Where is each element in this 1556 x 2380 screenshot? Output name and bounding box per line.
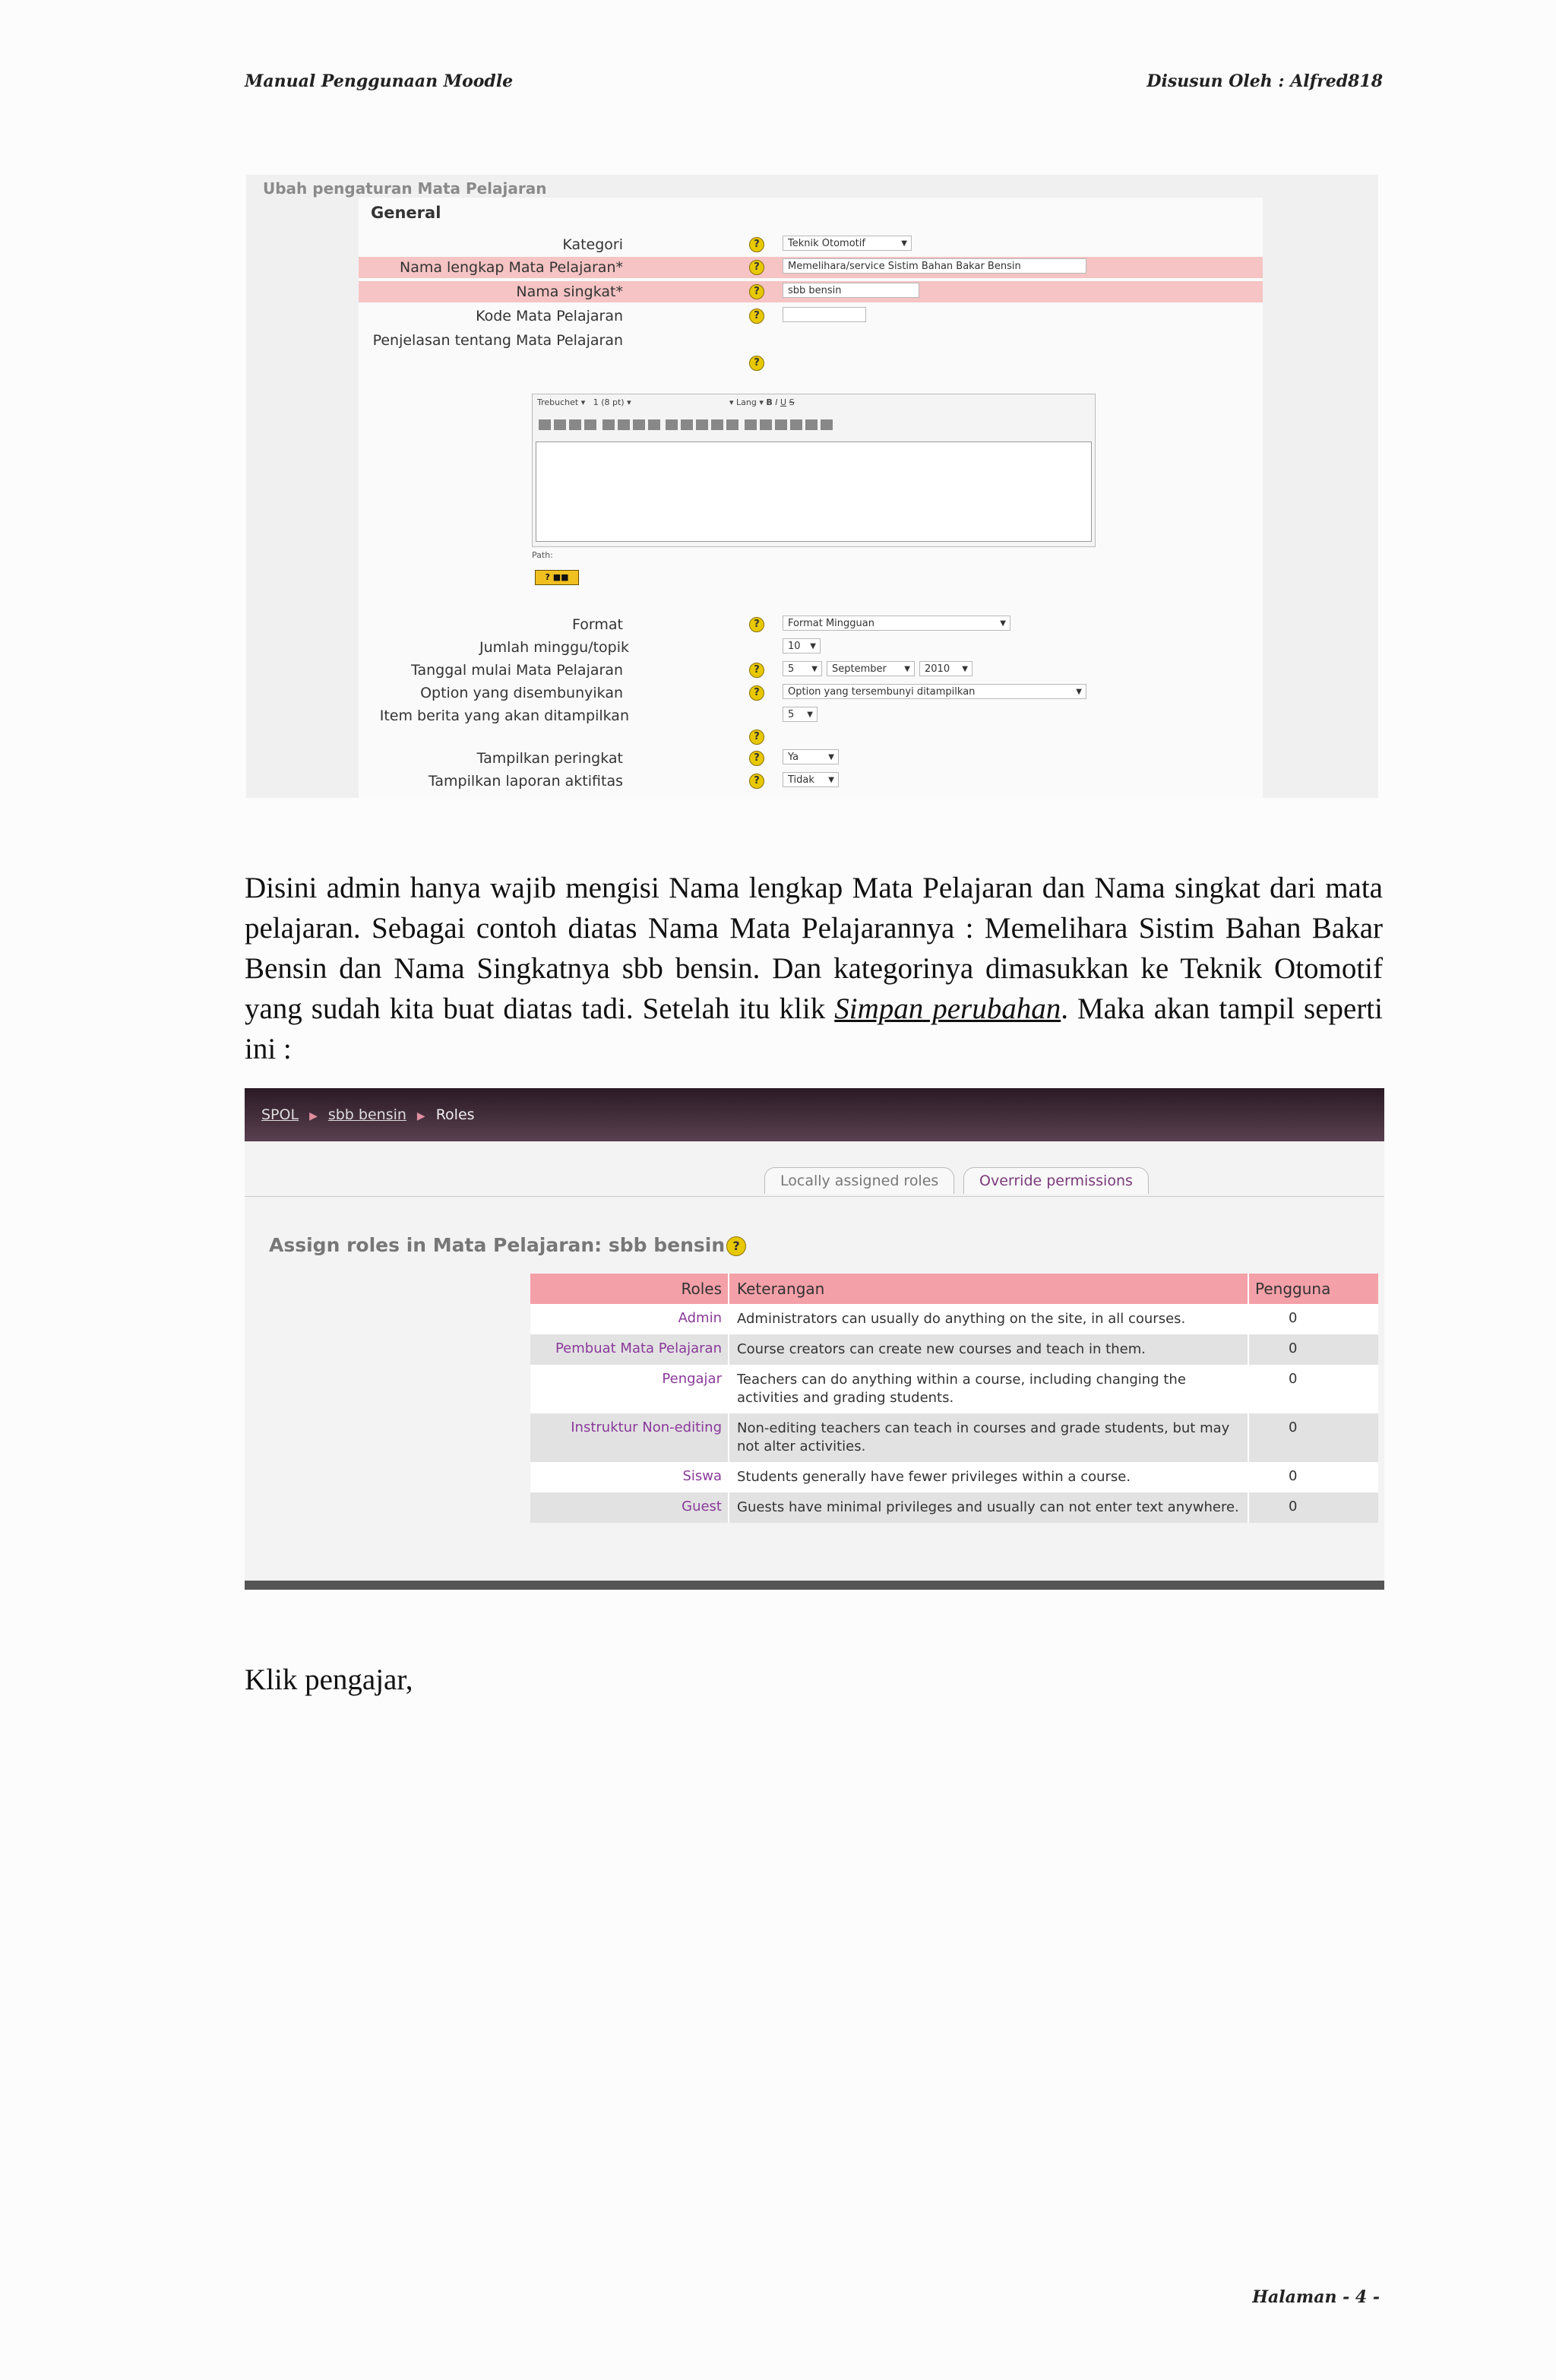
footer-bar [245,1581,1384,1590]
table-row [530,1334,1378,1365]
help-icon[interactable]: ? [749,663,764,678]
table-icon[interactable] [760,419,772,430]
table-row [530,1462,1378,1492]
settings-title: Ubah pengaturan Mata Pelajaran [263,179,547,198]
help-icon[interactable]: ? [749,309,764,324]
breadcrumb-course[interactable]: sbb bensin [327,1106,406,1123]
editor-toolbar-1: Trebuchet ▾ 1 (8 pt) ▾ ▾ Lang ▾ B I U S [537,397,795,407]
laporan-select[interactable]: Tidak ▼ [783,772,839,787]
header-right: Disusun Oleh : Alfred818 [1146,71,1383,91]
link-icon[interactable] [711,419,723,430]
roles-table [530,1274,1378,1523]
help-icon[interactable]: ? [749,356,764,371]
tab-locally-assigned-roles[interactable]: Locally assigned roles [764,1167,954,1194]
help-icon[interactable]: ? [749,774,764,789]
code-icon[interactable] [805,419,818,430]
editor-toolbar-2 [537,417,1090,434]
day-select[interactable]: 5 ▼ [783,661,822,676]
special-char-icon[interactable] [790,419,802,430]
role-link-admin[interactable]: Admin [530,1304,729,1334]
help-icon[interactable]: ? [726,1236,746,1256]
fullscreen-icon[interactable] [821,419,833,430]
help-icon[interactable]: ? [749,237,764,252]
align-right-icon[interactable] [569,419,581,430]
format-select[interactable]: Format Mingguan ▼ [783,616,1010,631]
role-link-pembuat[interactable]: Pembuat Mata Pelajaran [530,1334,729,1365]
html-editor[interactable] [532,394,1096,547]
label-tanggal: Tanggal mulai Mata Pelajaran [411,662,623,679]
table-row [530,1413,1378,1462]
role-count: 0 [1248,1492,1378,1523]
nama-singkat-input[interactable]: sbb bensin [783,283,919,298]
role-description: Non-editing teachers can teach in courses and grade students, but may not alter activities. [729,1413,1248,1462]
role-description: Course creators can create new courses and teach in them. [729,1334,1248,1365]
align-center-icon[interactable] [554,419,566,430]
label-penjelasan: Penjelasan tentang Mata Pelajaran [372,332,623,349]
lang-select[interactable]: Lang [736,397,757,407]
label-option: Option yang disembunyikan [420,685,623,701]
role-count: 0 [1248,1413,1378,1462]
navbar [245,1088,1384,1141]
role-count: 0 [1248,1365,1378,1413]
bold-icon[interactable]: B [766,397,773,407]
role-link-instruktur[interactable]: Instruktur Non-editing [530,1413,729,1462]
label-peringkat: Tampilkan peringkat [476,750,623,767]
editor-toggle-button[interactable]: ? ■■ [535,570,579,585]
assign-roles-screenshot [245,1088,1384,1590]
item-berita-select[interactable]: 5 ▼ [783,707,818,722]
tab-override-permissions[interactable]: Override permissions [963,1167,1149,1194]
role-count: 0 [1248,1462,1378,1492]
label-format: Format [572,616,623,633]
image-icon[interactable] [745,419,757,430]
label-nama-lengkap: Nama lengkap Mata Pelajaran* [399,259,623,276]
underline-icon[interactable]: U [780,397,787,407]
jumlah-select[interactable]: 10 ▼ [783,638,821,654]
role-count: 0 [1248,1304,1378,1334]
year-select[interactable]: 2010 ▼ [919,661,972,676]
breadcrumb-home[interactable]: SPOL [261,1106,299,1123]
help-icon[interactable]: ? [749,260,764,275]
editor-textarea[interactable] [536,442,1092,542]
role-description: Administrators can usually do anything on the site, in all courses. [729,1304,1248,1334]
strike-icon[interactable]: S [789,397,795,407]
label-laporan: Tampilkan laporan aktifitas [428,773,623,790]
role-description: Teachers can do anything within a course, including changing the activities and grading students. [729,1365,1248,1413]
header-left: Manual Penggunaan Moodle [245,71,514,91]
italic-icon[interactable]: I [775,397,778,407]
label-jumlah: Jumlah minggu/topik [479,639,629,656]
table-row [530,1304,1378,1334]
help-icon[interactable]: ? [749,685,764,701]
outdent-icon[interactable] [633,419,645,430]
breadcrumb-current: Roles [435,1106,475,1123]
font-select[interactable]: Trebuchet [537,397,579,407]
unlink-icon[interactable] [726,419,738,430]
instruction-paragraph: Disini admin hanya wajib mengisi Nama lengkap Mata Pelajaran dan Nama singkat dari mata pelajaran. Sebagai contoh diatas Nama Mata Pelajarannya : Memelihara Sistim Bahan Bakar Bensin dan Nama Singkatnya sbb bensin. Dan kategorinya dimasukkan ke Teknik Otomotif yang sudah kita buat diatas tadi. Setelah itu klik Simpan perubahan. Maka akan tampil seperti ini : [245,872,1383,1065]
smiley-icon[interactable] [775,419,787,430]
col-roles[interactable]: Roles [530,1274,729,1304]
col-pengguna[interactable]: Pengguna [1248,1274,1378,1304]
col-keterangan[interactable]: Keterangan [729,1274,1248,1304]
course-settings-screenshot [246,175,1378,798]
row-penjelasan [359,330,1263,351]
align-left-icon[interactable] [539,419,551,430]
breadcrumb-arrow-icon: ▶ [416,1110,425,1122]
page-footer: Halaman - 4 - [1252,2287,1380,2307]
closing-text: Klik pengajar, [245,1663,413,1696]
table-row [530,1365,1378,1413]
simpan-perubahan-link: Simpan perubahan [834,992,1061,1025]
role-link-pengajar[interactable]: Pengajar [530,1365,729,1413]
table-row [530,1492,1378,1523]
option-select[interactable]: Option yang tersembunyi ditampilkan ▼ [783,684,1086,699]
help-icon[interactable]: ? [749,617,764,632]
kode-input[interactable] [783,307,866,322]
list-ordered-icon[interactable] [602,419,615,430]
role-link-siswa[interactable]: Siswa [530,1462,729,1492]
indent-icon[interactable] [648,419,660,430]
section-general: General [371,204,441,222]
size-select[interactable]: 1 (8 pt) [593,397,625,407]
tab-bar [245,1164,1384,1197]
breadcrumb-arrow-icon: ▶ [309,1110,318,1122]
role-description: Guests have minimal privileges and usually can not enter text anywhere. [729,1492,1248,1523]
peringkat-select[interactable]: Ya ▼ [783,749,839,764]
assign-roles-heading: Assign roles in Mata Pelajaran: sbb bensin ? [269,1234,746,1256]
kategori-select[interactable]: Teknik Otomotif ▼ [783,236,912,251]
justify-icon[interactable] [584,419,596,430]
nama-lengkap-input[interactable]: Memelihara/service Sistim Bahan Bakar Bensin [783,258,1086,274]
label-kode: Kode Mata Pelajaran [476,308,623,324]
role-count: 0 [1248,1334,1378,1365]
label-kategori: Kategori [562,236,623,253]
editor-path: Path: [532,550,553,560]
help-icon[interactable]: ? [749,730,764,745]
label-nama-singkat: Nama singkat* [516,283,623,300]
help-icon[interactable]: ? [749,284,764,299]
month-select[interactable]: September ▼ [827,661,915,676]
anchor-icon[interactable] [696,419,708,430]
role-description: Students generally have fewer privileges within a course. [729,1462,1248,1492]
hr-icon[interactable] [681,419,693,430]
text-color-icon[interactable] [666,419,678,430]
role-link-guest[interactable]: Guest [530,1492,729,1523]
help-icon[interactable]: ? [749,751,764,766]
list-unordered-icon[interactable] [618,419,630,430]
breadcrumb [261,1106,475,1123]
label-item-berita: Item berita yang akan ditampilkan [379,707,629,724]
